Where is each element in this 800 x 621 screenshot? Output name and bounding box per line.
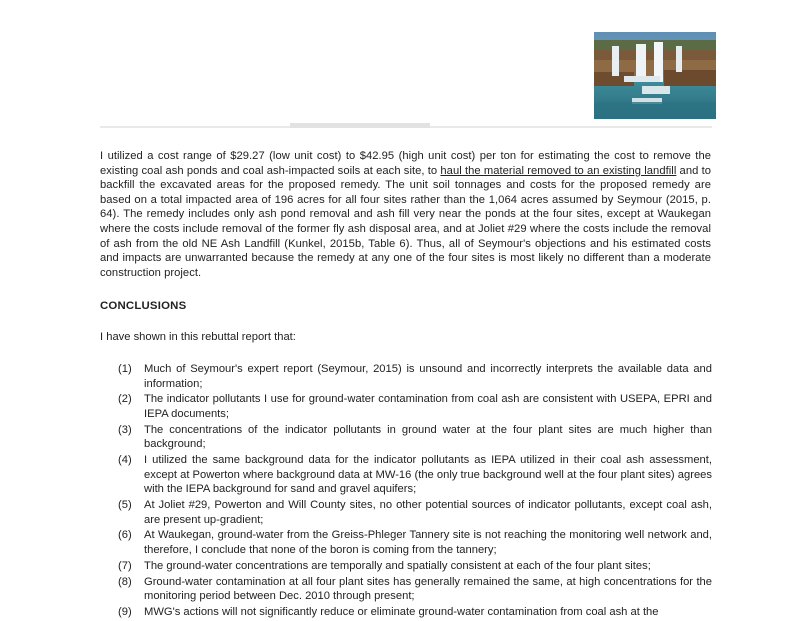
list-item xyxy=(118,498,712,527)
list-item xyxy=(118,575,712,604)
list-item xyxy=(118,559,712,574)
list-item-text: The ground-water concentrations are temporally and spatially consistent at each of the four plant sites; xyxy=(144,559,651,572)
list-item-text: Much of Seymour's expert report (Seymour, 2015) is unsound and incorrectly interprets the available data and information; xyxy=(144,363,712,390)
intro-text-part1: I utilized a cost range of $29.27 (low unit cost) to $42.95 (high unit cost) per ton for estimating the cost to remove the existing coal ash ponds and coal ash-impacted soils at each site, to xyxy=(100,150,711,177)
list-item-number: (1) xyxy=(118,363,132,375)
conclusions-list xyxy=(118,362,712,621)
intro-text-part2: and to backfill the excavated areas for the proposed remedy. The unit soil tonnages and costs for the proposed remedy are based on a total impacted area of 196 acres for all four sites rather than the 1,064 acres assumed by Seymour (2015, p. 64). The remedy includes only ash pond removal and ash fill very near the ponds at the four sites, except at Waukegan where the costs include removal of the former fly ash disposal area, and at Joliet #29 where the costs include the removal of ash from the old NE Ash Landfill (Kunkel, 2015b, Table 6). Thus, all of Seymour's objections and his estimated costs and impacts are unwarranted because the remedy at any one of the four sites is most likely no different than a moderate construction project. xyxy=(100,164,712,279)
list-item-number: (5) xyxy=(118,499,132,512)
list-item-text: At Joliet #29, Powerton and Will County sites, no other potential sources of indicator pollutants, except coal ash, are present up-gradient; xyxy=(144,499,712,526)
list-item-text: I utilized the same background data for the indicator pollutants as IEPA utilized in their coal ash assessment, except at Powerton where background data at MW-16 (the only true background well at the four plant sites) agrees with the IEPA background for sand and gravel aquifers; xyxy=(144,454,712,496)
list-item-number: (2) xyxy=(118,393,132,406)
list-item-number: (4) xyxy=(118,454,132,467)
conclusions-lead: I have shown in this rebuttal report that: xyxy=(100,331,296,343)
intro-underlined-text: haul the material removed to an existing landfill xyxy=(440,164,677,177)
list-item-number: (7) xyxy=(118,559,132,572)
list-item-text: The concentrations of the indicator pollutants in ground water at the four plant sites are much higher than background; xyxy=(144,423,712,451)
list-item xyxy=(118,453,712,497)
waterfall-photo xyxy=(594,32,716,119)
list-item xyxy=(118,528,712,557)
header-divider xyxy=(100,120,712,134)
list-item xyxy=(118,605,712,620)
section-heading: CONCLUSIONS xyxy=(100,300,187,312)
list-item-text: Ground-water contamination at all four plant sites has generally remained the same, at high concentrations for the monitoring period between Dec. 2010 through present; xyxy=(144,575,712,603)
list-item xyxy=(118,392,712,421)
list-item-text: At Waukegan, ground-water from the Greiss-Phleger Tannery site is not reaching the monitoring well network and, therefore, I conclude that none of the boron is coming from the tannery; xyxy=(144,529,712,557)
list-item xyxy=(118,362,712,391)
list-item-number: (9) xyxy=(118,606,132,618)
list-item-number: (8) xyxy=(118,575,132,588)
list-item-number: (3) xyxy=(118,423,132,436)
list-item-text: The indicator pollutants I use for ground-water contamination from coal ash are consistent with USEPA, EPRI and IEPA documents; xyxy=(144,393,712,420)
list-item-text: MWG's actions will not significantly reduce or eliminate ground-water contamination from coal ash at the xyxy=(144,606,659,618)
list-item xyxy=(118,423,712,452)
intro-paragraph xyxy=(100,149,711,280)
list-item-number: (6) xyxy=(118,529,132,542)
